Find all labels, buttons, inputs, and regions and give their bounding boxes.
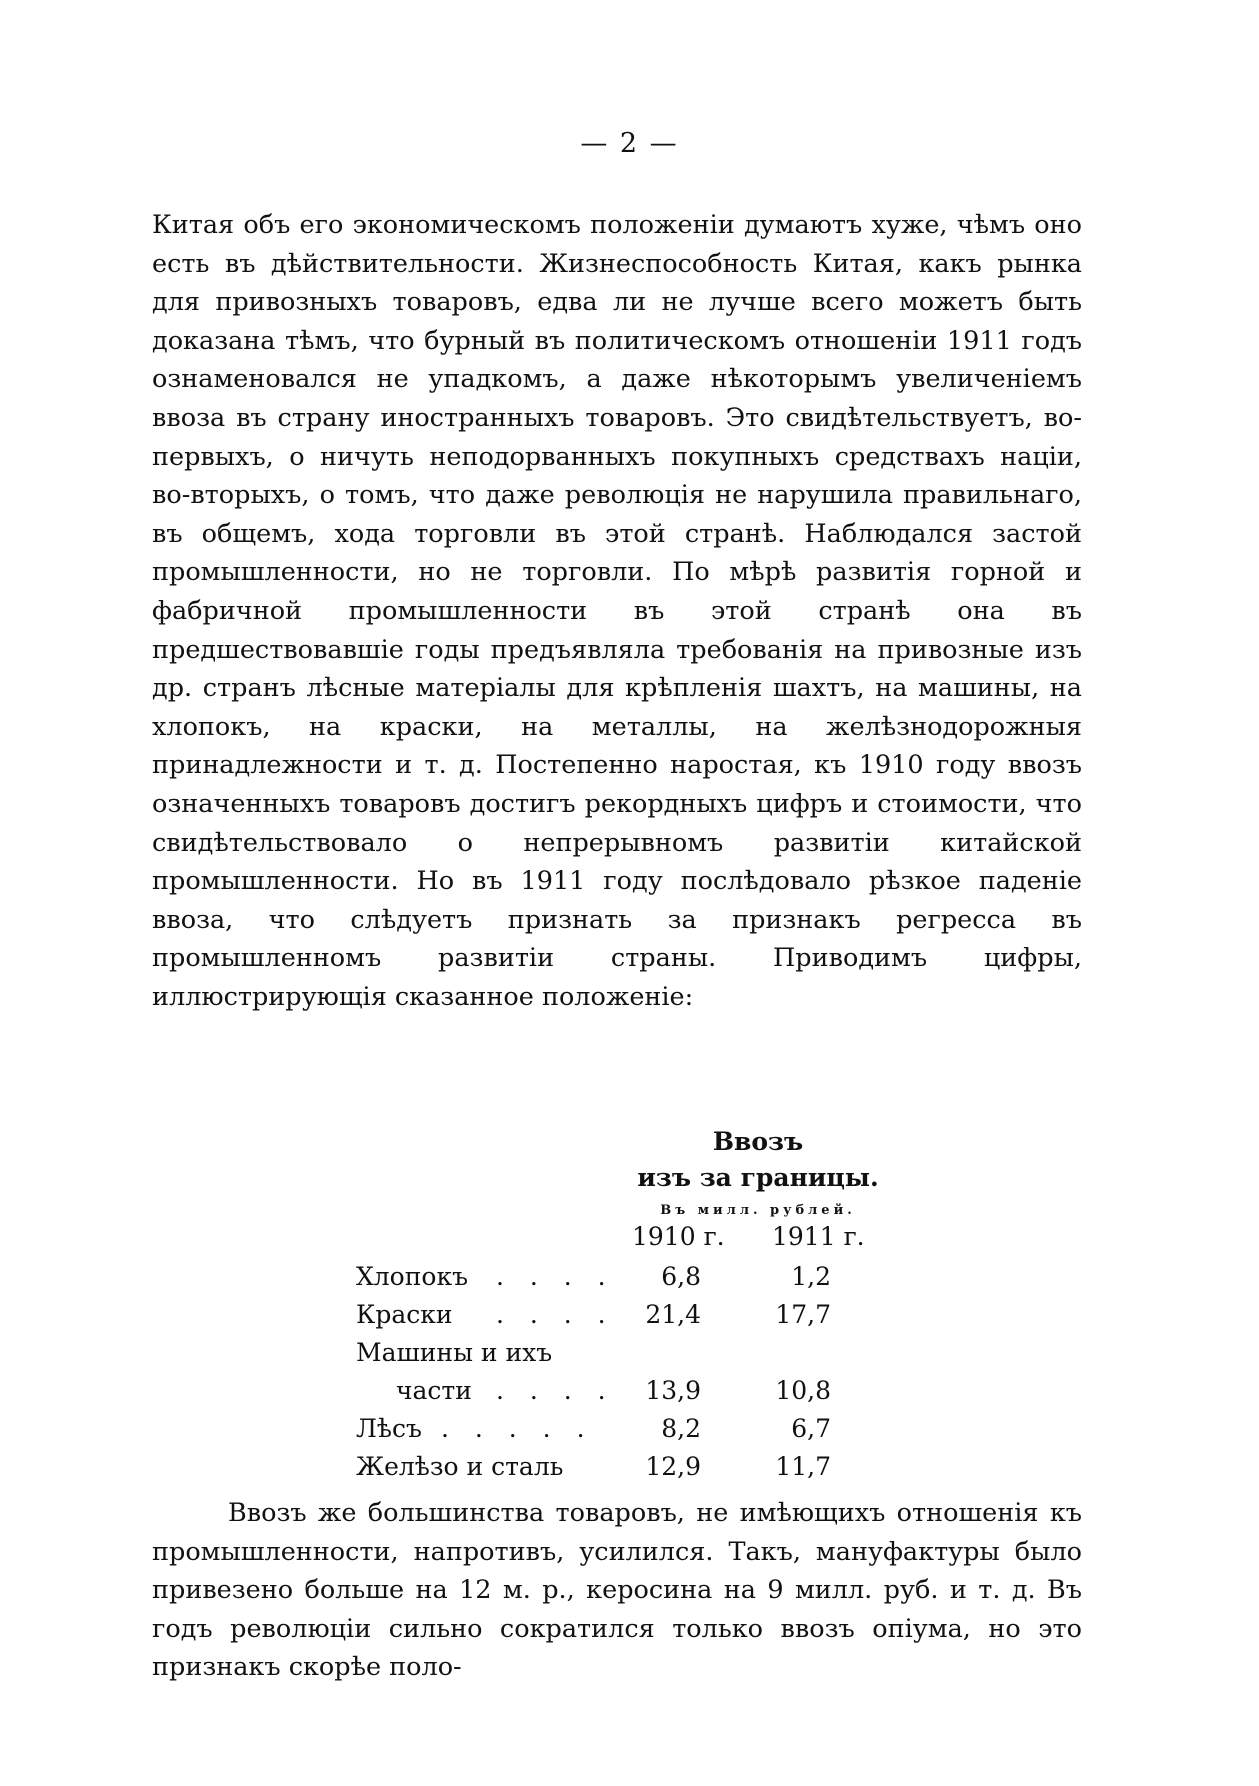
table-subheading: изъ за границы. [637, 1163, 879, 1192]
year-1910: 1910 г. [632, 1222, 725, 1251]
paragraph-main: Китая объ его экономическомъ положеніи думаютъ хуже, чѣмъ оно есть въ дѣйствительности. Жизнеспособность Китая, какъ рынка для привозныхъ товаровъ, едва ли не лучше всего можетъ быть доказана тѣмъ, что бурный въ политическомъ отношеніи 1911 годъ ознаменовался не упадкомъ, а даже нѣкоторымъ увеличеніемъ ввоза въ страну иностранныхъ товаровъ. Это свидѣтельствуетъ, во-первыхъ, о ничуть неподорванныхъ покупныхъ средствахъ націи, во-вторыхъ, о томъ, что даже революція не нарушила правильнаго, въ общемъ, хода торговли въ этой странѣ. Наблюдался застой промышленности, но не торговли. По мѣрѣ развитія горной и фабричной промышленности въ этой странѣ она въ предшествовавшіе годы предъявляла требованія на привозные изъ др. странъ лѣсные матеріалы для крѣпленія шахтъ, на машины, на хлопокъ, на краски, на металлы, на желѣзнодорожныя принадлежности и т. д. Постепенно наростая, къ 1910 году ввозъ означенныхъ товаровъ достигъ рекордныхъ цифръ и стоимости, что свидѣтельствовало о непрерывномъ развитіи китайской промышленности. Но въ 1911 году послѣдовало рѣзкое паденіе ввоза, что слѣдуетъ признать за признакъ регресса въ промышленномъ развитіи страны. Приводимъ цифры, иллюстрирующія сказанное положеніе: [152, 210, 1082, 1012]
row-label: части [396, 1376, 472, 1405]
table-heading: Ввозъ [712, 1127, 804, 1156]
year-1911: 1911 г. [772, 1222, 865, 1251]
row-label: Лѣсъ [356, 1414, 422, 1443]
row-value-1911: 11,7 [775, 1452, 831, 1481]
row-value-1910: 21,4 [645, 1300, 701, 1329]
row-label: Машины и ихъ [356, 1338, 553, 1367]
row-value-1910: 13,9 [645, 1376, 701, 1405]
table-unit: Въ милл. рублей. [660, 1203, 856, 1218]
row-leader-dots: . . . . [496, 1300, 615, 1329]
table-years [632, 1222, 865, 1251]
paragraph-continued: Ввозъ же большинства товаровъ, не имѣющихъ отношенія къ промышленности, напротивъ, усилился. Такъ, мануфактуры было привезено больше на 12 м. р., керосина на 9 милл. руб. и т. д. Въ годъ революціи сильно сократился только ввозъ опіума, но это признакъ скорѣе поло- [152, 1498, 1082, 1683]
row-value-1910: 8,2 [661, 1414, 701, 1443]
row-value-1910: 12,9 [645, 1452, 701, 1481]
row-value-1911: 10,8 [775, 1376, 831, 1405]
row-value-1911: 1,2 [791, 1262, 831, 1291]
page-number: — 2 — [580, 128, 679, 159]
row-value-1911: 6,7 [791, 1414, 831, 1443]
row-label: Желѣзо и сталь [356, 1452, 564, 1481]
row-value-1911: 17,7 [775, 1300, 831, 1329]
row-leader-dots: . . . . [496, 1376, 615, 1405]
row-value-1910: 6,8 [661, 1262, 701, 1291]
row-label: Краски [356, 1300, 453, 1329]
row-leader-dots: . . . . [496, 1262, 615, 1291]
row-leader-dots: . . . . . [441, 1414, 594, 1443]
row-label: Хлопокъ [356, 1262, 468, 1291]
